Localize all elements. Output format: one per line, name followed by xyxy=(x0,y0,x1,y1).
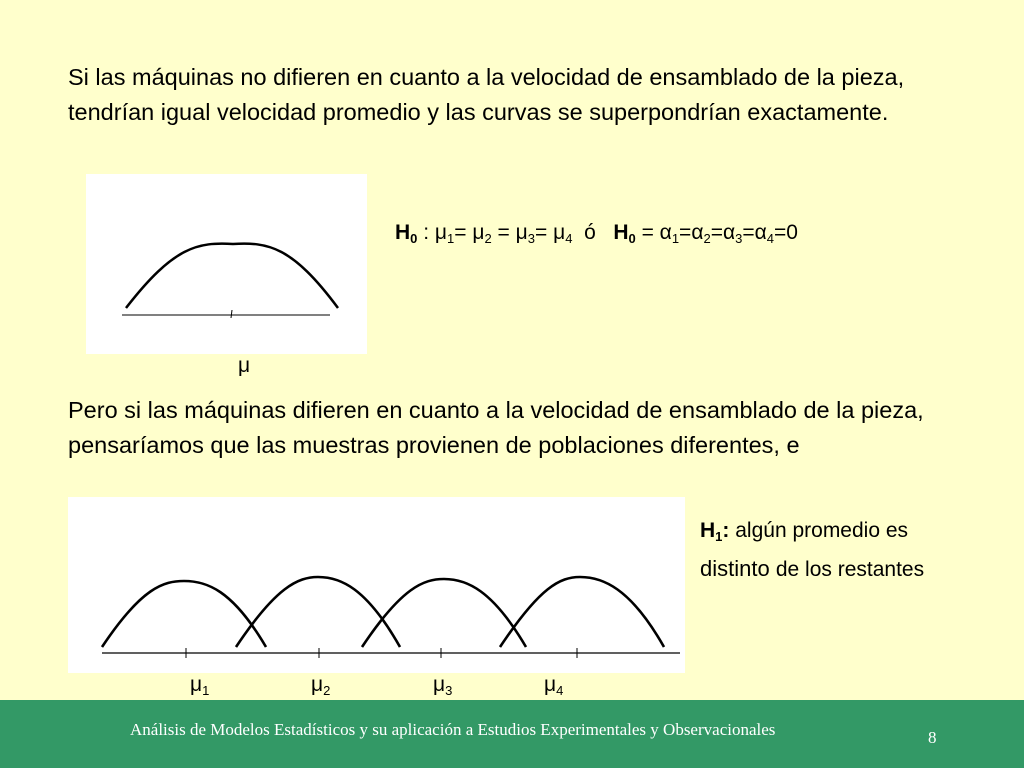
alternative-hypothesis xyxy=(700,512,924,589)
null-hypothesis: $H_0$ : $\mu_1= \mu_2 = \mu_3= \mu_4$ ó $H_0 = \alpha_1=\alpha_2=\alpha_3=\alpha_4=0$ xyxy=(395,221,798,246)
mu-4-label: $\mu_4$ xyxy=(544,673,564,698)
page-number: 8 xyxy=(928,728,937,747)
equal-means-figure xyxy=(86,174,367,354)
four-normal-curves xyxy=(68,497,685,673)
h0-symbol: $H_0$ xyxy=(395,221,418,246)
mu-1-label: $\mu_1$ xyxy=(190,673,210,698)
alternative-paragraph: Pero si las máquinas difieren en cuanto a la velocidad de ensamblado de la pieza, pensaríamos que las muestras provienen de poblaciones diferentes, e xyxy=(68,397,924,458)
single-normal-curve xyxy=(86,174,367,354)
mu-3-label: $\mu_3$ xyxy=(433,673,453,698)
h0-symbol-alt: $H_0$ xyxy=(613,221,636,246)
h1-line2: distinto de los restantes xyxy=(700,556,925,581)
different-means-figure xyxy=(68,497,685,673)
mu-2-label: $\mu_2$ xyxy=(311,673,331,698)
mu-label: μ xyxy=(238,354,251,377)
intro-paragraph: Si las máquinas no difieren en cuanto a la velocidad de ensamblado de la pieza, tendrían igual velocidad promedio y las curvas se superpondrían exactamente. xyxy=(68,64,905,125)
footer-bar xyxy=(0,700,1024,768)
h1-line1: $H_1$: algún promedio es xyxy=(700,519,909,544)
footer-title: Análisis de Modelos Estadísticos y su aplicación a Estudios Experimentales y Observacionales xyxy=(130,720,776,739)
